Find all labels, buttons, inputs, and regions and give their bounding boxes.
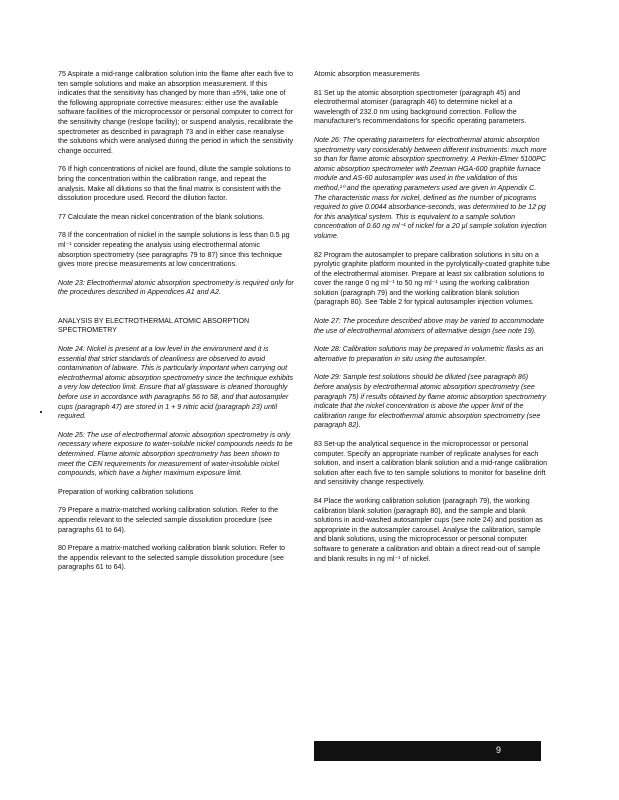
paragraph-76: 76 If high concentrations of nickel are found, dilute the sample solutions to bring the concentration within the calibration range, and repeat the analysis. Make all dilutions so that the final matrix is consistent with the dissolution procedure used. Record the dilution factor. <box>58 165 291 203</box>
paragraph-79: 79 Prepare a matrix-matched working calibration solution. Refer to the appendix relevant to the selected sample dissolution procedure (see paragraphs 61 to 64). <box>58 506 279 534</box>
note-27: Note 27: The procedure described above may be varied to accommodate the use of electrothermal atomisers of alternative design (see note 19). <box>314 317 544 335</box>
heading-electrothermal-analysis: ANALYSIS BY ELECTROTHERMAL ATOMIC ABSORPTION SPECTROMETRY <box>58 316 250 335</box>
paragraph-75: 75 Aspirate a mid-range calibration solution into the flame after each five to ten sample solutions and make an absorption measurement. If this indicates that the sensitivity has changed by more than ±5%, take one of the following appropriate corrective measures: either use the available software facilities of the microprocessor or personal computer to correct for the sensitivity change (reslope facility); or suspend analysis, recalibrate the spectrometer as described in paragraph 73 and in either case reanalyse the solutions which were analysed during the period in which the sensitivity change occurred. <box>58 70 294 155</box>
note-23: Note 23: Electrothermal atomic absorption spectrometry is required only for the procedures described in Appendices A1 and A2. <box>58 278 294 297</box>
footer-bar <box>314 741 541 761</box>
page-number: 9 <box>495 745 501 755</box>
paragraph-80: 80 Prepare a matrix-matched working calibration blank solution. Refer to the appendix relevant to the selected sample dissolution procedure (see paragraphs 61 to 64). <box>58 544 286 572</box>
note-26: Note 26: The operating parameters for electrothermal atomic absorption spectrometry vary considerably between different instruments: much more so than for flame atomic absorption spectrometry. A Perkin-Elmer 5100PC atomic absorption spectrometer with Zeeman HGA-600 graphite furnace module and AS-60 autosampler was used in the validation of this method,¹⁰ and the operating parameters used are given in Appendix C. The characteristic mass for nickel, defined as the number of picograms required to give 0.0044 absorbance-seconds, was determined to be 12 pg for this analytical system. This is equivalent to a sample solution concentration of 0.60 ng ml⁻¹ of nickel for a 20 µl sample solution injection volume. <box>314 135 547 240</box>
note-24: Note 24: Nickel is present at a low level in the environment and it is essential that strict standards of cleanliness are observed to avoid contamination of labware. This is particularly important when carrying out electrothermal atomic absorption spectrometry since the technique exhibits a very low detection limit. Ensure that all glassware is cleaned thoroughly before use in accordance with paragraphs 56 to 58, and that autosampler cups (paragraph 47) are stored in 1 + 9 nitric acid (paragraph 23) until required. <box>58 345 293 421</box>
paragraph-81: 81 Set up the atomic absorption spectrometer (paragraph 45) and electrothermal atomiser (paragraph 46) to determine nickel at a wavelength of 232.0 nm using background correction. Follow the manufacturer's recommendations for specific operating parameters. <box>314 88 527 126</box>
note-29: Note 29: Sample test solutions should be diluted (see paragraph 86) before analysis by electrothermal atomic absorption spectrometry (see paragraph 75) if results obtained by flame atomic absorption spectrometry indicate that the nickel concentration is above the upper limit of the calibration range for electrothermal atomic absorption spectrometry (see paragraph 82). <box>314 373 546 430</box>
paragraph-84: 84 Place the working calibration solution (paragraph 79), the working calibration blank solution (paragraph 80), and the sample and blank solutions in acid-washed autosampler cups (see note 24) and position as appropriate in the autosampler carousel. Analyse the calibration, sample and blank solutions, using the microprocessor or personal computer software to generate a calibration and obtain a direct read-out of sample and blank results in ng ml⁻¹ of nickel. <box>314 496 543 563</box>
heading-preparation-calibration: Preparation of working calibration solutions <box>58 487 194 496</box>
paragraph-82: 82 Program the autosampler to prepare calibration solutions in situ on a pyrolytic graphite platform mounted in the pyrolytically-coated graphite tube of the electrothermal atomiser. Prepare at least six calibration solutions to cover the range 0 ng ml⁻¹ to 50 ng ml⁻¹ using the working calibration solution (paragraph 79) and the working calibration blank solution (paragraph 80). See Table 2 for typical autosampler injection volumes. <box>314 250 550 307</box>
note-25: Note 25: The use of electrothermal atomic absorption spectrometry is only necessary where exposure to water-soluble nickel compounds needs to be determined. Flame atomic absorption spectrometry has been shown to meet the CEN requirements for measurement of water-insoluble nickel compounds, which have a higher maximum exposure limit. <box>58 430 293 478</box>
stray-dot-mark <box>40 411 42 413</box>
heading-atomic-absorption-measurements: Atomic absorption measurements <box>314 70 420 78</box>
left-column <box>58 70 294 582</box>
paragraph-77: 77 Calculate the mean nickel concentration of the blank solutions. <box>58 212 265 221</box>
note-28: Note 28: Calibration solutions may be prepared in volumetric flasks as an alternative to preparation in situ using the autosampler. <box>314 345 544 363</box>
paragraph-78: 78 If the concentration of nickel in the sample solutions is less than 0.5 µg ml⁻¹ consider repeating the analysis using electrothermal atomic absorption spectrometry (see paragraphs 79 to 87) since this technique gives more precise measurements at low concentrations. <box>58 231 290 269</box>
paragraph-83: 83 Set-up the analytical sequence in the microprocessor or personal computer. Specify an appropriate number of replicate analyses for each solution, and insert a calibration blank solution and a mid-range calibration solution after each five to ten sample solutions to monitor for baseline drift and sensitivity change respectively. <box>314 440 548 487</box>
right-column <box>314 70 550 573</box>
